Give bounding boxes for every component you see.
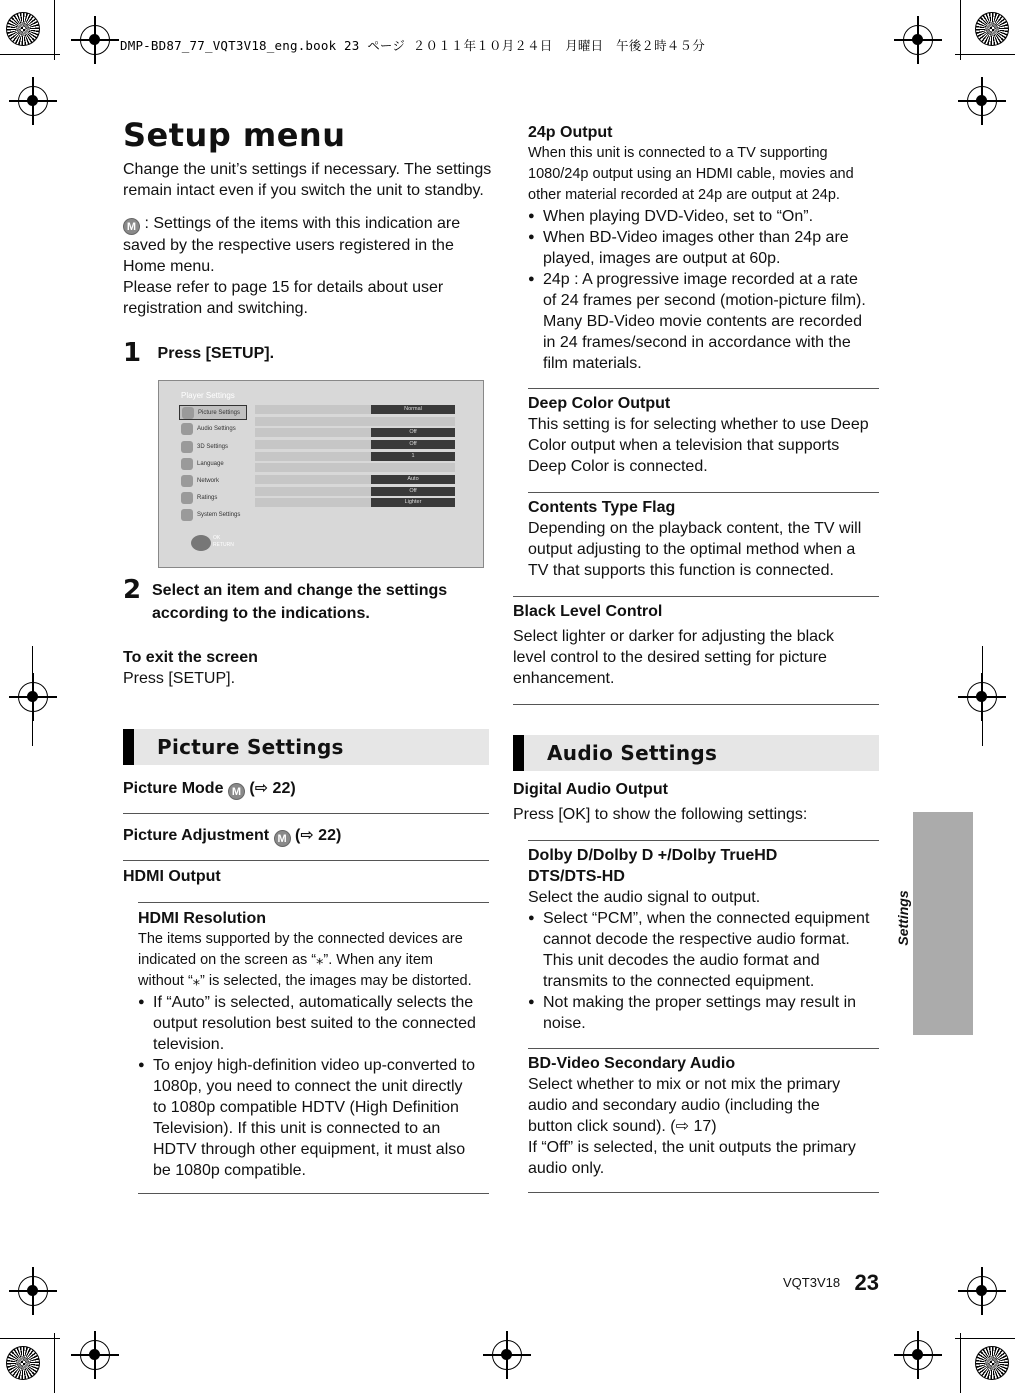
screen-setting-value: Normal <box>371 405 455 414</box>
divider <box>138 1193 489 1194</box>
screen-menu-item <box>179 440 247 455</box>
user-setting-m-icon: M <box>123 218 140 235</box>
subheading: 24p Output <box>528 124 613 141</box>
deep-color-block <box>528 393 880 477</box>
network-icon <box>181 475 193 487</box>
bullet-line: This unit decodes the audio format and <box>543 952 820 969</box>
note-line: 1080/24p output using an HDMI cable, movies and <box>528 166 854 182</box>
note-line: without “⁎” is selected, the images may be distorted. <box>138 973 472 989</box>
subheading: Black Level Control <box>513 603 663 620</box>
picture-mode-item <box>123 778 296 800</box>
step-text <box>152 579 492 625</box>
note-line: Please refer to page 15 for details about user <box>123 279 444 296</box>
screen-menu-label: System Settings <box>197 512 241 518</box>
screen-setting-row <box>255 440 455 449</box>
step-text-line: Select an item and change the settings <box>152 582 448 599</box>
bullet-list <box>528 206 880 374</box>
intro-line: remain intact even if you switch the unit to standby. <box>123 182 484 199</box>
doc-code: VQT3V18 <box>783 1275 841 1290</box>
screen-return-label: RETURN <box>213 542 234 548</box>
hdmi-resolution-block <box>138 908 490 1181</box>
text-line: enhancement. <box>513 670 615 687</box>
page-reference: (⇨ 22) <box>249 780 296 797</box>
user-setting-note <box>123 213 493 319</box>
divider <box>528 388 879 389</box>
note-line: other material recorded at 24p are output at 24p. <box>528 187 840 203</box>
remote-cursor-icon <box>191 535 211 551</box>
subheading: HDMI Resolution <box>138 910 266 927</box>
side-tab-label: Settings <box>895 890 911 946</box>
bullet-item <box>528 227 880 269</box>
bullet-line: cannot decode the respective audio format. <box>543 931 850 948</box>
text-line: Select lighter or darker for adjusting the black <box>513 628 835 645</box>
crop-line <box>955 54 1015 55</box>
bullet-line: ● To enjoy high-definition video up-converted to <box>153 1057 475 1074</box>
registration-mark <box>903 25 933 55</box>
screen-title: Player Settings <box>181 391 235 400</box>
registration-mark <box>18 86 48 116</box>
note-line: registration and switching. <box>123 300 308 317</box>
screen-setting-value: Off <box>371 428 455 437</box>
text-line: This setting is for selecting whether to use Deep <box>528 416 869 433</box>
note-line: indicated on the screen as “⁎”. When any item <box>138 952 433 968</box>
divider <box>528 1192 879 1193</box>
text-line: level control to the desired setting for picture <box>513 649 827 666</box>
bullet-item <box>528 269 880 374</box>
step-text: Press [SETUP]. <box>157 345 275 362</box>
subheading: Deep Color Output <box>528 395 671 412</box>
page-reference: (⇨ 22) <box>295 827 342 844</box>
note-line: Home menu. <box>123 258 215 275</box>
crop-line <box>982 646 983 746</box>
text-line: Press [OK] to show the following settings: <box>513 806 808 823</box>
screen-setting-row <box>255 405 455 414</box>
bullet-line: be 1080p compatible. <box>153 1162 306 1179</box>
bullet-line: transmits to the connected equipment. <box>543 973 815 990</box>
bullet-line: ● When playing DVD-Video, set to “On”. <box>543 208 814 225</box>
screen-menu-label: Picture Settings <box>198 410 241 416</box>
picture-adjustment-item <box>123 825 341 847</box>
screen-menu-label: Network <box>197 478 220 484</box>
rosette-mark-bottom-left <box>6 1346 40 1380</box>
text-line: output adjusting to the optimal method when a <box>528 541 856 558</box>
exit-heading: To exit the screen <box>123 649 258 666</box>
text-line: audio only. <box>528 1160 605 1177</box>
text-line: If “Off” is selected, the unit outputs the primary <box>528 1139 856 1156</box>
bullet-list <box>528 908 880 1034</box>
screen-menu-item <box>179 422 247 437</box>
screen-setting-row <box>255 487 455 496</box>
bullet-line: HDTV through other equipment, it must also <box>153 1141 466 1158</box>
step-number: 1 <box>123 338 142 368</box>
crop-line <box>960 0 961 60</box>
audio-settings-band <box>513 735 879 771</box>
divider <box>123 860 489 861</box>
bullet-line: ● Select “PCM”, when the connected equipment <box>543 910 870 927</box>
screen-setting-value: Off <box>371 487 455 496</box>
contents-type-block <box>528 497 880 581</box>
bullet-item <box>528 206 880 227</box>
bullet-line: to 1080p compatible HDTV (High Definition <box>153 1099 459 1116</box>
screen-setting-row <box>255 498 455 507</box>
screen-setting-value: Off <box>371 440 455 449</box>
screen-menu-label: Ratings <box>197 495 218 501</box>
text-line: button click sound). (⇨ 17) <box>528 1118 717 1135</box>
page-footer <box>783 1270 879 1296</box>
3d-icon <box>181 441 193 453</box>
note-line: When this unit is connected to a TV supporting <box>528 145 828 161</box>
note-line: saved by the respective users registered in the <box>123 237 454 254</box>
text-line: Select the audio signal to output. <box>528 889 761 906</box>
screen-menu-label: Language <box>197 461 224 467</box>
registration-mark <box>492 1340 522 1370</box>
rosette-mark-top-right <box>975 12 1009 46</box>
bullet-line: film materials. <box>543 355 642 372</box>
screen-setting-row <box>255 475 455 484</box>
bullet-item <box>138 992 490 1055</box>
text-line: TV that supports this function is connected. <box>528 562 834 579</box>
screen-menu-item <box>179 474 247 489</box>
bullet-line: ● 24p : A progressive image recorded at a rate <box>543 271 858 288</box>
text-line: Deep Color is connected. <box>528 458 708 475</box>
screen-setting-value: 1 <box>371 452 455 461</box>
crop-line <box>54 1333 55 1393</box>
bullet-line: played, images are output at 60p. <box>543 250 781 267</box>
crop-line <box>0 1338 60 1339</box>
registration-mark <box>967 86 997 116</box>
screen-ok-return <box>213 535 234 549</box>
registration-mark <box>80 25 110 55</box>
text-line: Depending on the playback content, the TV will <box>528 520 862 537</box>
setup-screen-illustration <box>158 380 484 568</box>
text-line: Select whether to mix or not mix the primary <box>528 1076 841 1093</box>
screen-menu-label: 3D Settings <box>197 444 229 450</box>
step-number: 2 <box>123 575 142 605</box>
subheading: Contents Type Flag <box>528 499 676 516</box>
bullet-line: 1080p, you need to connect the unit directly <box>153 1078 463 1095</box>
picture-icon <box>182 407 194 419</box>
secondary-audio-block <box>528 1053 880 1179</box>
digital-audio-block <box>513 779 879 825</box>
registration-mark <box>18 682 48 712</box>
screen-setting-row <box>255 463 455 472</box>
page-title: Setup menu <box>123 116 346 154</box>
registration-mark <box>967 1276 997 1306</box>
subheading: DTS/DTS-HD <box>528 868 625 885</box>
print-header: DMP-BD87_77_VQT3V18_eng.book 23 ページ ２０１１年１０月２４日 月曜日 午後２時４５分 <box>120 38 705 53</box>
bullet-line: in 24 frames/second in accordance with the <box>543 334 851 351</box>
dolby-dts-block <box>528 845 880 1034</box>
picture-settings-band <box>123 729 489 765</box>
registration-mark <box>80 1340 110 1370</box>
screen-ok-label: OK <box>213 535 221 541</box>
subheading: Digital Audio Output <box>513 781 668 798</box>
registration-mark <box>903 1340 933 1370</box>
divider <box>123 813 489 814</box>
section-side-tab <box>913 812 973 1035</box>
rosette-mark-bottom-right <box>975 1346 1009 1380</box>
bullet-line: ● Not making the proper settings may result in <box>543 994 857 1011</box>
hdmi-output-heading: HDMI Output <box>123 868 221 885</box>
divider <box>138 902 489 903</box>
step-text-line: according to the indications. <box>152 605 370 622</box>
screen-menu-item <box>179 508 247 523</box>
bullet-line: ● If “Auto” is selected, automatically selects the <box>153 994 474 1011</box>
bullet-line: output resolution best suited to the connected <box>153 1015 476 1032</box>
crop-line <box>960 1333 961 1393</box>
subheading: Dolby D/Dolby D +/Dolby TrueHD <box>528 847 778 864</box>
crop-line <box>955 1338 1015 1339</box>
screen-setting-row <box>255 452 455 461</box>
crop-line <box>32 646 33 746</box>
divider <box>513 596 879 597</box>
screen-menu-item <box>179 405 247 420</box>
exit-text: Press [SETUP]. <box>123 670 236 687</box>
divider <box>528 840 879 841</box>
bullet-line: Many BD-Video movie contents are recorded <box>543 313 862 330</box>
screen-menu-item <box>179 457 247 472</box>
divider <box>528 1048 879 1049</box>
screen-setting-row <box>255 428 455 437</box>
step-1 <box>123 338 275 368</box>
bullet-item <box>138 1055 490 1181</box>
bullet-line: television. <box>153 1036 225 1053</box>
bullet-line: Television). If this unit is connected to an <box>153 1120 441 1137</box>
screen-menu-item <box>179 491 247 506</box>
language-icon <box>181 458 193 470</box>
item-label: Picture Adjustment <box>123 827 270 844</box>
black-level-block <box>513 601 879 689</box>
band-bar <box>123 729 134 765</box>
band-label: Audio Settings <box>547 741 718 765</box>
band-label: Picture Settings <box>157 735 344 759</box>
intro-line: Change the unit’s settings if necessary. The settings <box>123 161 492 178</box>
exit-screen-block <box>123 647 258 689</box>
crop-line <box>54 0 55 60</box>
page-number: 23 <box>854 1270 880 1295</box>
user-setting-m-icon: M <box>228 783 245 800</box>
intro-text <box>123 159 493 201</box>
24p-output-block <box>528 122 880 374</box>
screen-menu-label: Audio Settings <box>197 426 236 432</box>
audio-icon <box>181 423 193 435</box>
band-bar <box>513 735 524 771</box>
note-line: The items supported by the connected devices are <box>138 931 463 947</box>
rosette-mark-top-left <box>6 12 40 46</box>
bullet-line: of 24 frames per second (motion-picture film). <box>543 292 866 309</box>
bullet-list <box>138 992 490 1181</box>
ratings-icon <box>181 492 193 504</box>
crop-line <box>0 54 60 55</box>
text-line: Color output when a television that supports <box>528 437 840 454</box>
system-icon <box>181 509 193 521</box>
bullet-item <box>528 908 880 992</box>
bullet-line: ● When BD-Video images other than 24p are <box>543 229 849 246</box>
bullet-line: noise. <box>543 1015 586 1032</box>
divider <box>528 492 879 493</box>
bullet-item <box>528 992 880 1034</box>
item-label: Picture Mode <box>123 780 224 797</box>
registration-mark <box>18 1276 48 1306</box>
screen-setting-value: Lighter <box>371 498 455 507</box>
screen-setting-value: Auto <box>371 475 455 484</box>
user-setting-m-icon: M <box>274 830 291 847</box>
note-line: : Settings of the items with this indication are <box>140 215 461 232</box>
subheading: BD-Video Secondary Audio <box>528 1055 736 1072</box>
divider <box>513 704 879 705</box>
screen-setting-row <box>255 417 455 426</box>
text-line: audio and secondary audio (including the <box>528 1097 820 1114</box>
